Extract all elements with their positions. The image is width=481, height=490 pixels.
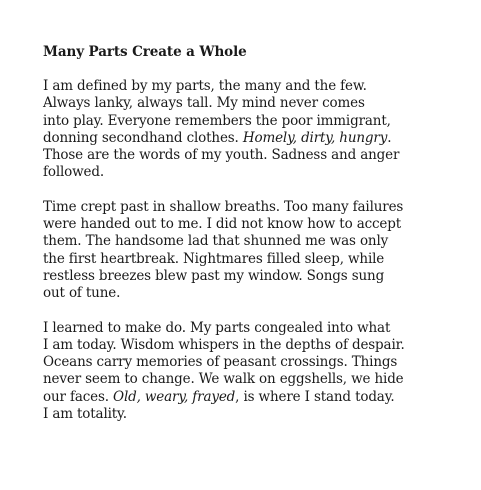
text-segment: followed. [43,164,105,181]
poem-line [43,199,473,216]
text-segment: Those are the words of my youth. Sadness and anger [43,147,400,164]
stanza [43,199,473,303]
poem-line [43,406,473,423]
text-segment: Time crept past in shallow breaths. Too many failures [43,198,404,215]
poem-line [43,389,473,406]
poem-line [43,164,473,181]
poem-title: Many Parts Create a Whole [43,44,247,60]
text-segment: never seem to change. We walk on eggshells, we hide [43,371,404,388]
text-segment: I am today. Wisdom whispers in the depths of despair. [43,336,405,353]
text-segment: donning secondhand clothes. [43,129,243,146]
poem-body [43,78,473,423]
poem-line [43,371,473,388]
poem-line [43,233,473,250]
poem-line [43,251,473,268]
poem-line [43,216,473,233]
text-segment: I learned to make do. My parts congealed into what [43,319,391,336]
poem-line [43,320,473,337]
italic-phrase: Old, weary, frayed [113,388,236,405]
text-segment: them. The handsome lad that shunned me was only [43,233,389,250]
poem-line [43,130,473,147]
text-segment: restless breezes blew past my window. Songs sung [43,267,385,284]
poem-line [43,147,473,164]
poem-line [43,354,473,371]
document-page [43,42,473,440]
poem-line [43,78,473,95]
text-segment: were handed out to me. I did not know how to accept [43,216,402,233]
text-segment: our faces. [43,388,114,405]
poem-line [43,113,473,130]
poem-line [43,95,473,112]
stanza [43,320,473,424]
text-segment: into play. Everyone remembers the poor immigrant, [43,112,391,129]
stanza [43,78,473,182]
poem-line [43,337,473,354]
text-segment: I am totality. [43,406,127,423]
text-segment: the first heartbreak. Nightmares filled sleep, while [43,250,385,267]
italic-phrase: Homely, dirty, hungry [242,129,388,146]
text-segment: Always lanky, always tall. My mind never comes [43,95,365,112]
text-segment: out of tune. [43,285,121,302]
text-segment: I am defined by my parts, the many and the few. [43,78,367,94]
text-segment: Oceans carry memories of peasant crossings. Things [43,354,398,371]
text-segment: , is where I stand today. [235,388,395,405]
poem-line [43,285,473,302]
text-segment: . [387,129,392,146]
poem-line [43,268,473,285]
